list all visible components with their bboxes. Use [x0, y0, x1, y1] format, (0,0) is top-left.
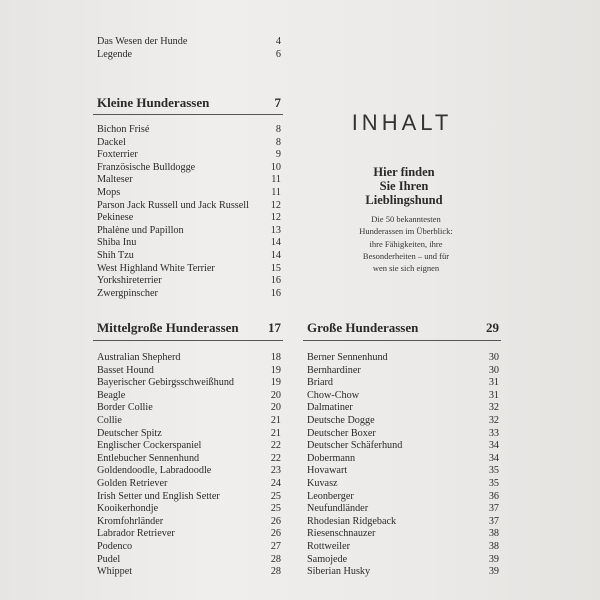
- entry-page-number: 37: [488, 503, 499, 515]
- entry-page-number: 20: [270, 402, 281, 414]
- entry-title: Parson Jack Russell und Jack Russell: [97, 199, 249, 211]
- entry-page-number: 35: [488, 477, 499, 489]
- small-breeds-list: [97, 124, 281, 300]
- entry-page-number: 37: [488, 515, 499, 527]
- toc-entry[interactable]: [97, 390, 281, 403]
- entry-title: Dalmatiner: [307, 402, 353, 414]
- entry-page-number: 16: [270, 287, 281, 299]
- toc-entry[interactable]: [97, 49, 281, 62]
- toc-entry[interactable]: [97, 491, 281, 504]
- entry-page-number: 35: [488, 465, 499, 477]
- section-heading-small[interactable]: [97, 95, 281, 111]
- entry-title: Bichon Frisé: [97, 124, 150, 135]
- entry-page-number: 34: [488, 440, 499, 452]
- description-line: Die 50 bekanntesten: [371, 214, 441, 224]
- toc-entry[interactable]: [307, 402, 499, 415]
- entry-title: Samojede: [307, 553, 348, 565]
- toc-entry[interactable]: [97, 377, 281, 390]
- toc-entry[interactable]: [307, 491, 499, 504]
- entry-title: West Highland White Terrier: [97, 262, 215, 274]
- toc-entry[interactable]: [97, 503, 281, 516]
- entry-page-number: 14: [270, 249, 281, 261]
- entry-title: Collie: [97, 414, 122, 426]
- entry-page-number: 32: [488, 414, 499, 426]
- entry-title: Phalène und Papillon: [97, 224, 184, 236]
- entry-title: Briard: [307, 377, 334, 389]
- entry-page-number: 8: [275, 124, 281, 135]
- entry-title: Das Wesen der Hunde: [97, 36, 188, 47]
- toc-entry[interactable]: [307, 440, 499, 453]
- entry-title: Leonberger: [307, 490, 354, 502]
- entry-title: Beagle: [97, 389, 126, 401]
- entry-page-number: 18: [270, 352, 281, 363]
- medium-breeds-list: [97, 352, 281, 579]
- section-title: Kleine Hunderassen: [97, 95, 210, 110]
- toc-entry[interactable]: [307, 516, 499, 529]
- entry-title: Legende: [97, 48, 133, 60]
- entry-title: Englischer Cockerspaniel: [97, 440, 202, 452]
- toc-entry[interactable]: [97, 352, 281, 365]
- entry-page-number: 30: [488, 364, 499, 376]
- toc-entry[interactable]: [97, 250, 281, 263]
- toc-entry[interactable]: [307, 541, 499, 554]
- entry-title: Mops: [97, 186, 121, 198]
- entry-title: Berner Sennenhund: [307, 352, 388, 363]
- entry-page-number: 34: [488, 452, 499, 464]
- entry-title: Deutscher Boxer: [307, 427, 376, 439]
- entry-title: Shiba Inu: [97, 237, 137, 249]
- entry-title: Siberian Husky: [307, 566, 371, 578]
- entry-title: Pudel: [97, 553, 121, 565]
- entry-title: Deutsche Dogge: [307, 414, 375, 426]
- entry-title: Kuvasz: [307, 477, 338, 489]
- toc-entry[interactable]: [97, 187, 281, 200]
- entry-page-number: 25: [270, 490, 281, 502]
- entry-page-number: 24: [270, 477, 281, 489]
- description-line: Besonderheiten – und für: [362, 250, 450, 261]
- toc-entry[interactable]: [307, 377, 499, 390]
- entry-title: Malteser: [97, 174, 133, 186]
- entry-title: Zwergpinscher: [97, 287, 158, 299]
- entry-title: Bernhardiner: [307, 364, 361, 376]
- entry-page-number: 36: [488, 490, 499, 502]
- toc-entry[interactable]: [97, 275, 281, 288]
- entry-page-number: 11: [271, 174, 281, 186]
- entry-title: Whippet: [97, 566, 133, 578]
- toc-entry[interactable]: [307, 478, 499, 491]
- entry-title: Französische Bulldogge: [97, 161, 196, 173]
- toc-entry[interactable]: [97, 124, 281, 137]
- toc-entry[interactable]: [307, 415, 499, 428]
- entry-page-number: 8: [275, 136, 281, 148]
- description-line: wen sie sich eignen: [372, 263, 440, 274]
- toc-entry[interactable]: [97, 453, 281, 466]
- toc-entry[interactable]: [97, 428, 281, 441]
- toc-entry[interactable]: [97, 36, 281, 49]
- entry-page-number: 31: [488, 377, 499, 389]
- entry-page-number: 11: [271, 186, 281, 198]
- entry-page-number: 32: [488, 402, 499, 414]
- toc-entry[interactable]: [97, 263, 281, 276]
- toc-entry[interactable]: [97, 566, 281, 579]
- subtitle-line: Sie Ihren: [379, 179, 429, 193]
- toc-entry[interactable]: [307, 428, 499, 441]
- toc-entry[interactable]: [97, 200, 281, 213]
- page-title: INHALT: [351, 110, 453, 135]
- entry-title: Shih Tzu: [97, 249, 134, 261]
- entry-title: Goldendoodle, Labradoodle: [97, 465, 212, 477]
- entry-title: Rhodesian Ridgeback: [307, 515, 397, 527]
- ghost-show-through-text: [280, 12, 299, 81]
- entry-title: Hovawart: [307, 465, 348, 477]
- entry-page-number: 16: [270, 275, 281, 287]
- toc-entry[interactable]: [97, 402, 281, 415]
- toc-entry[interactable]: [97, 516, 281, 529]
- toc-entry[interactable]: [97, 528, 281, 541]
- section-page-number: 29: [486, 320, 499, 335]
- entry-page-number: 14: [270, 237, 281, 249]
- entry-title: Border Collie: [97, 402, 153, 414]
- toc-entry[interactable]: [307, 465, 499, 478]
- entry-page-number: 28: [270, 566, 281, 578]
- subtitle: [336, 165, 472, 207]
- entry-title: Podenco: [97, 540, 133, 552]
- entry-title: Neufundländer: [307, 503, 369, 515]
- entry-page-number: 12: [270, 199, 281, 211]
- toc-entry[interactable]: [97, 554, 281, 567]
- toc-entry[interactable]: [307, 352, 499, 365]
- description-line: ihre Fähigkeiten, ihre: [369, 238, 443, 249]
- toc-entry[interactable]: [97, 365, 281, 378]
- toc-entry[interactable]: [97, 465, 281, 478]
- entry-title: Irish Setter und English Setter: [97, 490, 220, 502]
- entry-page-number: 22: [270, 440, 281, 452]
- section-page-number: 17: [268, 320, 281, 335]
- entry-title: Deutscher Schäferhund: [307, 440, 403, 452]
- entry-title: Riesenschnauzer: [307, 528, 376, 540]
- toc-entry[interactable]: [97, 162, 281, 175]
- toc-entry[interactable]: [307, 453, 499, 466]
- toc-entry[interactable]: [307, 365, 499, 378]
- entry-title: Kromfohrländer: [97, 515, 164, 527]
- toc-entry[interactable]: [97, 288, 281, 301]
- section-title: Mittelgroße Hunderassen: [97, 320, 239, 335]
- entry-page-number: 38: [488, 528, 499, 540]
- entry-page-number: 12: [270, 212, 281, 224]
- toc-entry[interactable]: [307, 503, 499, 516]
- entry-page-number: 25: [270, 503, 281, 515]
- entry-page-number: 15: [270, 262, 281, 274]
- subtitle-line: Hier finden: [373, 165, 435, 179]
- entry-title: Bayerischer Gebirgsschweißhund: [97, 377, 235, 389]
- entry-page-number: 6: [275, 48, 281, 60]
- entry-title: Entlebucher Sennenhund: [97, 452, 200, 464]
- entry-page-number: 19: [270, 377, 281, 389]
- entry-title: Rottweiler: [307, 540, 351, 552]
- description-line: Hunderassen im Überblick:: [359, 226, 453, 237]
- toc-entry[interactable]: [97, 149, 281, 162]
- entry-page-number: 10: [270, 161, 281, 173]
- entry-page-number: 26: [270, 515, 281, 527]
- entry-page-number: 20: [270, 389, 281, 401]
- entry-page-number: 26: [270, 528, 281, 540]
- entry-page-number: 22: [270, 452, 281, 464]
- entry-title: Deutscher Spitz: [97, 427, 162, 439]
- entry-page-number: 27: [270, 540, 281, 552]
- toc-entry[interactable]: [307, 566, 499, 579]
- entry-page-number: 39: [488, 553, 499, 565]
- entry-title: Golden Retriever: [97, 477, 168, 489]
- toc-entry[interactable]: [97, 440, 281, 453]
- toc-entry[interactable]: [97, 478, 281, 491]
- section-heading-large[interactable]: [307, 320, 499, 336]
- description: [350, 213, 462, 274]
- entry-title: Kooikerhondje: [97, 503, 159, 515]
- entry-title: Australian Shepherd: [97, 352, 181, 363]
- toc-entry[interactable]: [97, 415, 281, 428]
- section-divider: [93, 340, 283, 341]
- toc-entry[interactable]: [307, 390, 499, 403]
- entry-page-number: 9: [275, 149, 281, 161]
- entry-page-number: 28: [270, 553, 281, 565]
- entry-page-number: 30: [488, 352, 499, 363]
- entry-page-number: 39: [488, 566, 499, 578]
- section-title: Große Hunderassen: [307, 320, 419, 335]
- entry-page-number: 21: [270, 427, 281, 439]
- toc-entry[interactable]: [307, 554, 499, 567]
- entry-title: Dobermann: [307, 452, 356, 464]
- entry-page-number: 38: [488, 540, 499, 552]
- subtitle-line: Lieblingshund: [365, 193, 443, 207]
- entry-title: Dackel: [97, 136, 126, 148]
- large-breeds-list: [307, 352, 499, 579]
- toc-entry[interactable]: [307, 528, 499, 541]
- toc-entry[interactable]: [97, 174, 281, 187]
- toc-entry[interactable]: [97, 212, 281, 225]
- entry-page-number: 13: [270, 224, 281, 236]
- entry-page-number: 4: [275, 36, 281, 47]
- section-divider: [303, 340, 501, 341]
- entry-page-number: 31: [488, 389, 499, 401]
- entry-title: Yorkshireterrier: [97, 275, 162, 287]
- entry-title: Chow-Chow: [307, 389, 360, 401]
- section-divider: [93, 114, 283, 115]
- entry-page-number: 21: [270, 414, 281, 426]
- entry-title: Foxterrier: [97, 149, 138, 161]
- entry-page-number: 19: [270, 364, 281, 376]
- toc-entry[interactable]: [97, 137, 281, 150]
- entry-title: Labrador Retriever: [97, 528, 175, 540]
- section-heading-medium[interactable]: [97, 320, 281, 336]
- entry-page-number: 33: [488, 427, 499, 439]
- entry-page-number: 23: [270, 465, 281, 477]
- section-page-number: 7: [274, 95, 281, 110]
- toc-entry[interactable]: [97, 237, 281, 250]
- entry-title: Pekinese: [97, 212, 134, 224]
- toc-entry[interactable]: [97, 541, 281, 554]
- toc-entry[interactable]: [97, 225, 281, 238]
- entry-title: Basset Hound: [97, 364, 154, 376]
- intro-list: [97, 36, 281, 61]
